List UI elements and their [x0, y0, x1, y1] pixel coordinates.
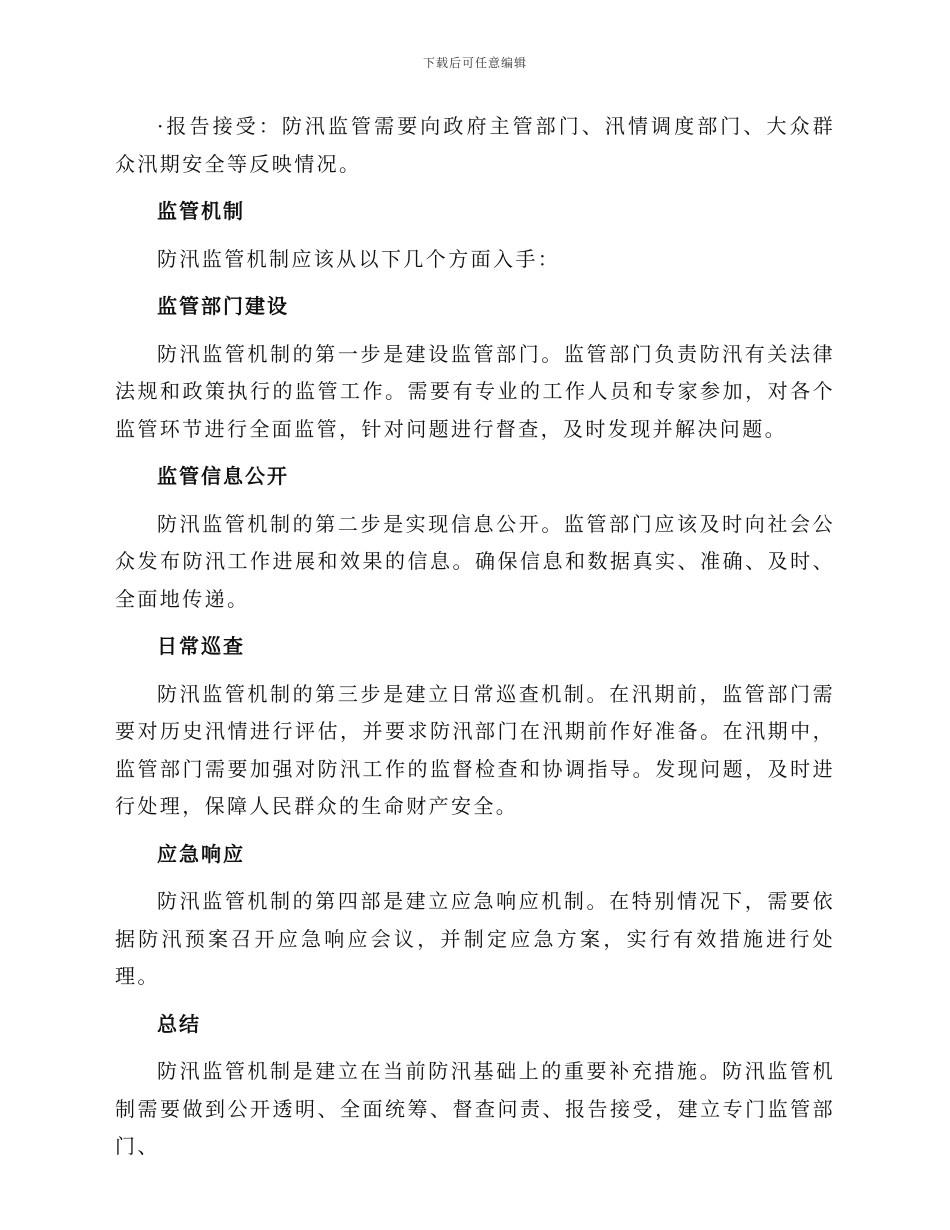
patrol-paragraph: 防汛监管机制的第三步是建立日常巡查机制。在汛期前，监管部门需要对历史汛情进行评估，并要求防汛部门在汛期前作好准备。在汛期中，监管部门需要加强对防汛工作的监督检查和协调指导。发现问题，及时进行处理，保障人民群众的生命财产安全。: [115, 681, 835, 818]
intro-paragraph: 防汛监管机制应该从以下几个方面入手：: [157, 246, 561, 271]
department-paragraph: 防汛监管机制的第一步是建设监管部门。监管部门负责防汛有关法律法规和政策执行的监管工作。需要有专业的工作人员和专家参加，对各个监管环节进行全面监管，针对问题进行督查，及时发现并解决问题。: [115, 341, 835, 441]
info-disclosure-paragraph: 防汛监管机制的第二步是实现信息公开。监管部门应该及时向社会公众发布防汛工作进展和效果的信息。确保信息和数据真实、准确、及时、全面地传递。: [115, 511, 835, 611]
section-heading-emergency: 应急响应: [157, 841, 245, 866]
report-acceptance-paragraph: ·报告接受：防汛监管需要向政府主管部门、汛情调度部门、大众群众汛期安全等反映情况。: [115, 114, 835, 176]
section-heading-mechanism: 监管机制: [157, 199, 245, 223]
summary-paragraph: 防汛监管机制是建立在当前防汛基础上的重要补充措施。防汛监管机制需要做到公开透明、全面统筹、督查问责、报告接受，建立专门监管部门、: [115, 1059, 835, 1158]
section-heading-info-disclosure: 监管信息公开: [157, 464, 289, 488]
section-heading-patrol: 日常巡查: [157, 634, 245, 658]
document-body: [115, 108, 835, 1166]
page-header: 下载后可任意编辑: [422, 56, 527, 70]
section-heading-summary: 总结: [157, 1011, 201, 1036]
emergency-paragraph: 防汛监管机制的第四部是建立应急响应机制。在特别情况下，需要依据防汛预案召开应急响应会议，并制定应急方案，实行有效措施进行处理。: [115, 889, 835, 988]
section-heading-department: 监管部门建设: [157, 294, 289, 318]
